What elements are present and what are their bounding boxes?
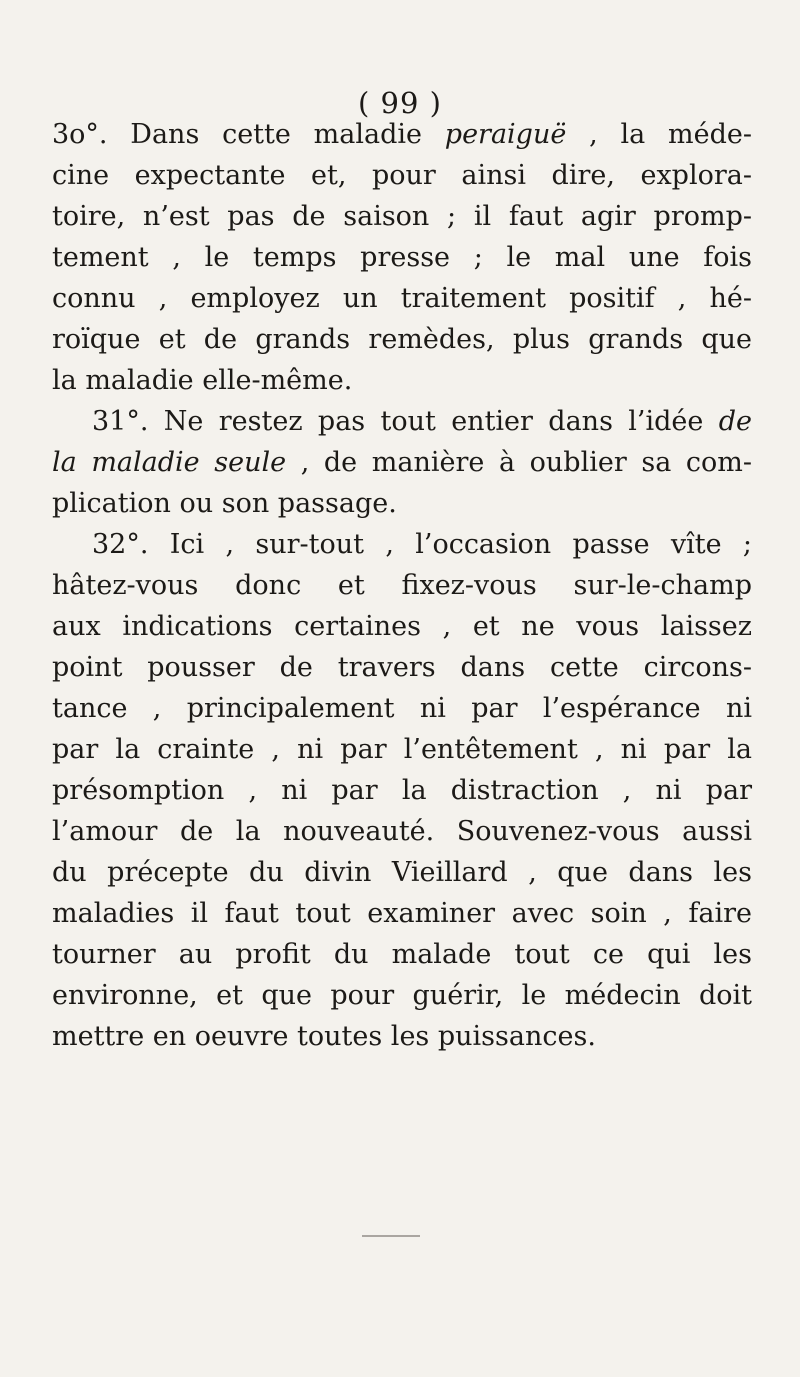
- body-text: [52, 114, 752, 1057]
- text-line: hâtez-vous donc et fixez-vous sur-le-champ: [52, 570, 752, 601]
- text-line: 31°. Ne restez pas tout entier dans l’idée de: [92, 406, 752, 437]
- text-line: maladies il faut tout examiner avec soin , faire: [52, 898, 752, 929]
- text-line: tement , le temps presse ; le mal une fois: [52, 242, 752, 273]
- text-line: environne, et que pour guérir, le médecin doit: [52, 980, 752, 1011]
- text-line: tance , principalement ni par l’espérance ni: [52, 693, 752, 724]
- text-line: 32°. Ici , sur-tout , l’occasion passe vîte ;: [92, 529, 752, 560]
- ornament-rule: [362, 1235, 420, 1237]
- italic-phrase: peraiguë: [444, 119, 567, 150]
- text-line: plication ou son passage.: [52, 488, 397, 519]
- text-line: 3o°. Dans cette maladie peraiguë , la méde-: [52, 119, 752, 150]
- text-line: cine expectante et, pour ainsi dire, explora-: [52, 160, 752, 191]
- text-line: connu , employez un traitement positif , hé-: [52, 283, 752, 314]
- text-line: du précepte du divin Vieillard , que dans les: [52, 857, 752, 888]
- text-line: la maladie seule , de manière à oublier sa com-: [52, 447, 752, 478]
- text-line: présomption , ni par la distraction , ni par: [52, 775, 752, 806]
- text-line: roïque et de grands remèdes, plus grands que: [52, 324, 752, 355]
- text-line: la maladie elle-même.: [52, 365, 353, 396]
- text-line: l’amour de la nouveauté. Souvenez-vous aussi: [52, 816, 752, 847]
- page-number: ( 99 ): [358, 86, 442, 120]
- text-line: mettre en oeuvre toutes les puissances.: [52, 1021, 596, 1052]
- text-line: aux indications certaines , et ne vous laissez: [52, 611, 752, 642]
- text-line: toire, n’est pas de saison ; il faut agir promp-: [52, 201, 752, 232]
- italic-phrase: de: [718, 406, 752, 437]
- text-line: par la crainte , ni par l’entêtement , ni par la: [52, 734, 752, 765]
- text-line: tourner au profit du malade tout ce qui les: [52, 939, 752, 970]
- italic-phrase: la maladie seule: [52, 447, 287, 478]
- text-line: point pousser de travers dans cette circons-: [52, 652, 752, 683]
